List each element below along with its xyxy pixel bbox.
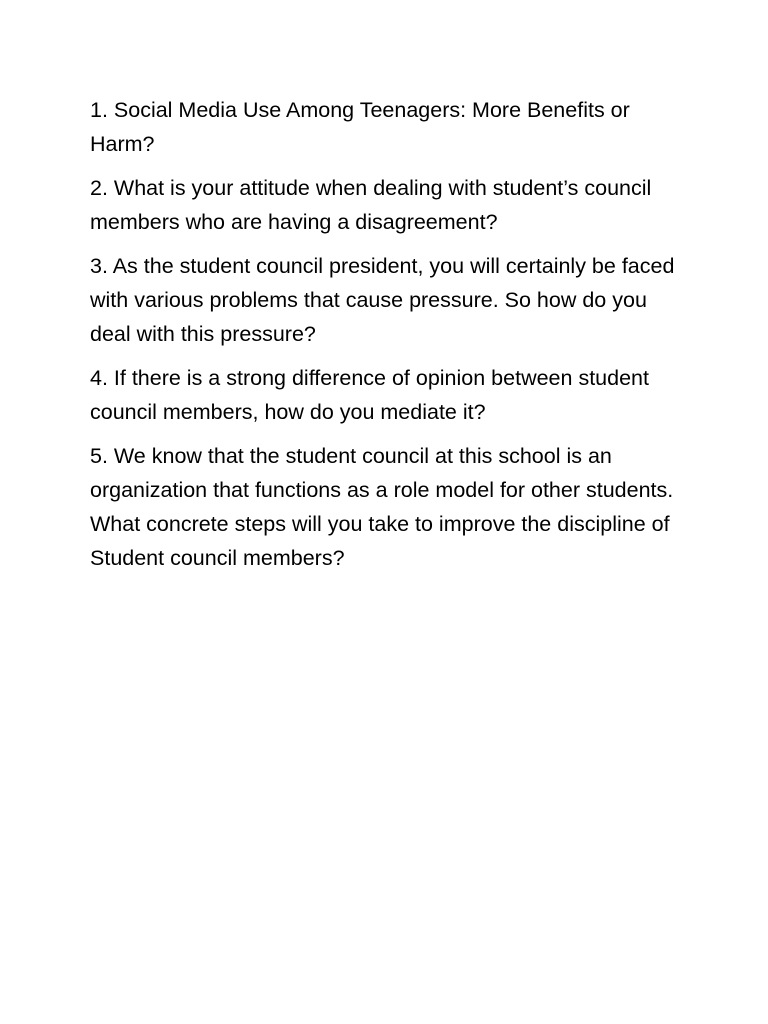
question-3: 3. As the student council president, you will certainly be faced with various problems that cause pressure. So how do you deal with this pressure? [90,254,675,346]
question-5: 5. We know that the student council at this school is an organization that functions as a role model for other students. What concrete steps will you take to improve the discipline of Student council members? [90,444,674,570]
question-2: 2. What is your attitude when dealing with student’s council members who are having a disagreement? [90,176,652,234]
question-1: 1. Social Media Use Among Teenagers: More Benefits or Harm? [90,98,630,156]
question-list [90,93,680,585]
question-4: 4. If there is a strong difference of opinion between student council members, how do you mediate it? [90,366,649,424]
